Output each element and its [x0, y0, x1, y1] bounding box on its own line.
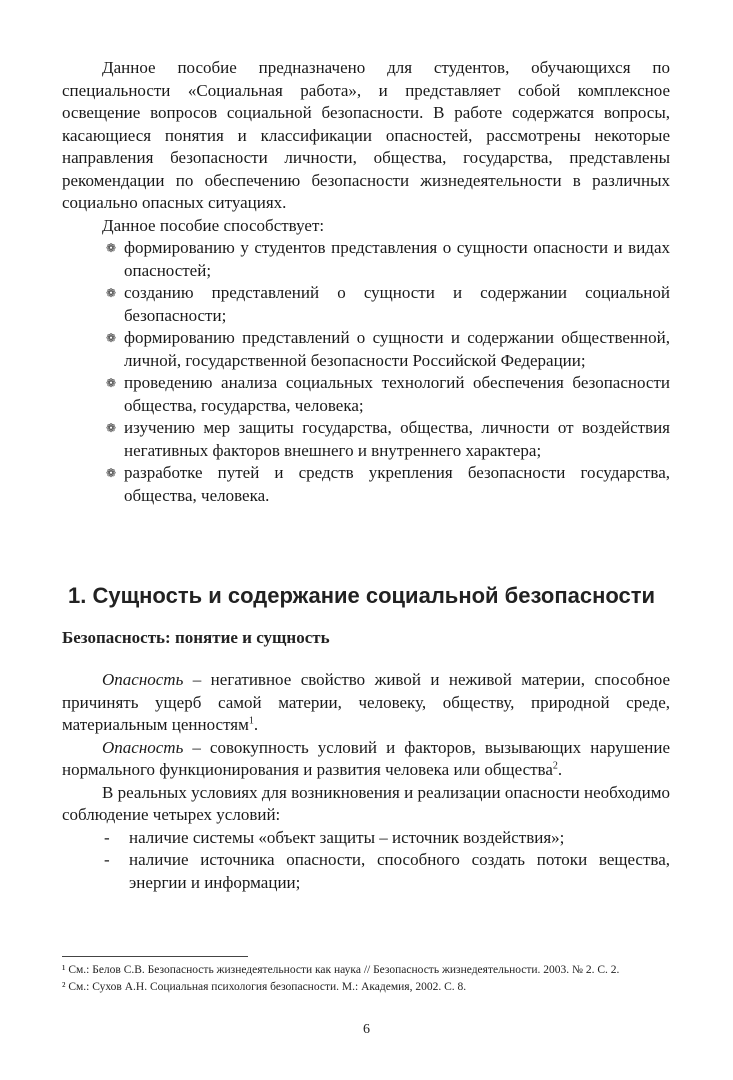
bullet-flower-icon: ❁ [105, 421, 117, 435]
list-item [62, 462, 670, 507]
definition-paragraph-2 [62, 737, 670, 782]
intro-section [62, 57, 670, 507]
bullet-flower-icon: ❁ [105, 286, 117, 300]
footnote-2: ² См.: Сухов А.Н. Социальная психология безопасности. М.: Академия, 2002. С. 8. [62, 981, 467, 993]
section-heading: 1. Сущность и содержание социальной безопасности [68, 583, 656, 608]
footnote-ref: 2 [552, 760, 558, 772]
list-item-text: наличие источника опасности, способного создать потоки вещества, энергии и информации; [129, 850, 670, 892]
definition-paragraph-1 [62, 669, 670, 737]
list-item-text: созданию представлений о сущности и содержании социальной безопасности; [124, 283, 670, 325]
conditions-list [62, 827, 670, 895]
list-item-text: изучению мер защиты государства, общества, личности от воздействия негативных факторов внешнего и внутреннего характера; [124, 418, 670, 460]
intro-lead-in: Данное пособие способствует: [102, 215, 325, 235]
list-item [62, 417, 670, 462]
list-item-text: наличие системы «объект защиты – источник воздействия»; [129, 827, 565, 847]
bullet-flower-icon: ❁ [105, 241, 117, 255]
sentence-end: . [557, 760, 563, 779]
sentence-end: . [253, 715, 259, 734]
list-item-text: разработке путей и средств укрепления безопасности государства, общества, человека. [124, 463, 670, 505]
bullet-flower-icon: ❁ [105, 331, 117, 345]
list-item [62, 849, 670, 894]
list-item [62, 237, 670, 282]
conditions-paragraph: В реальных условиях для возникновения и реализации опасности необходимо соблюдение четырех условий: [62, 782, 670, 824]
footnote-ref: 1 [248, 715, 254, 727]
dash-marker: - [104, 850, 110, 869]
list-item [62, 372, 670, 417]
dash-marker: - [104, 827, 110, 847]
list-item-text: формированию представлений о сущности и содержании общественной, личной, государственной безопасности Российской Федерации; [124, 328, 670, 370]
footnote-1: ¹ См.: Белов С.В. Безопасность жизнедеятельности как наука // Безопасность жизнедеятельности. 2003. № 2. С. 2. [62, 964, 620, 976]
footnote-divider [62, 956, 248, 957]
definitions-section [62, 669, 670, 894]
list-item [62, 327, 670, 372]
definition-term: Опасность [102, 737, 184, 757]
section-subheading: Безопасность: понятие и сущность [62, 628, 330, 647]
footnotes [62, 962, 672, 996]
intro-paragraph: Данное пособие предназначено для студентов, обучающихся по специальности «Социальная работа», и представляет собой комплексное освещение вопросов социальной безопасности. В работе содержатся вопросы, касающиеся понятия и классификации опасностей, рассмотрены некоторые направления безопасности личности, общества, государства, представлены рекомендации по обеспечению безопасности жизнедеятельности в различных социально опасных ситуациях. [62, 58, 670, 212]
definition-text: – совокупность условий и факторов, вызывающих нарушение нормального функционирования и развития человека или общества [62, 737, 670, 779]
list-item-text: проведению анализа социальных технологий обеспечения безопасности общества, государства, человека; [124, 373, 670, 415]
definition-text: – негативное свойство живой и неживой материи, способное причинять ущерб самой материи, человеку, обществу, природной среде, материальным ценностям [62, 670, 670, 734]
list-item [62, 282, 670, 327]
goals-list [62, 237, 670, 507]
list-item-text: формированию у студентов представления о сущности опасности и видах опасностей; [124, 238, 670, 280]
bullet-flower-icon: ❁ [105, 466, 117, 480]
page-number: 6 [363, 1022, 370, 1037]
list-item [62, 827, 670, 850]
definition-term: Опасность [102, 670, 184, 689]
bullet-flower-icon: ❁ [105, 376, 117, 390]
